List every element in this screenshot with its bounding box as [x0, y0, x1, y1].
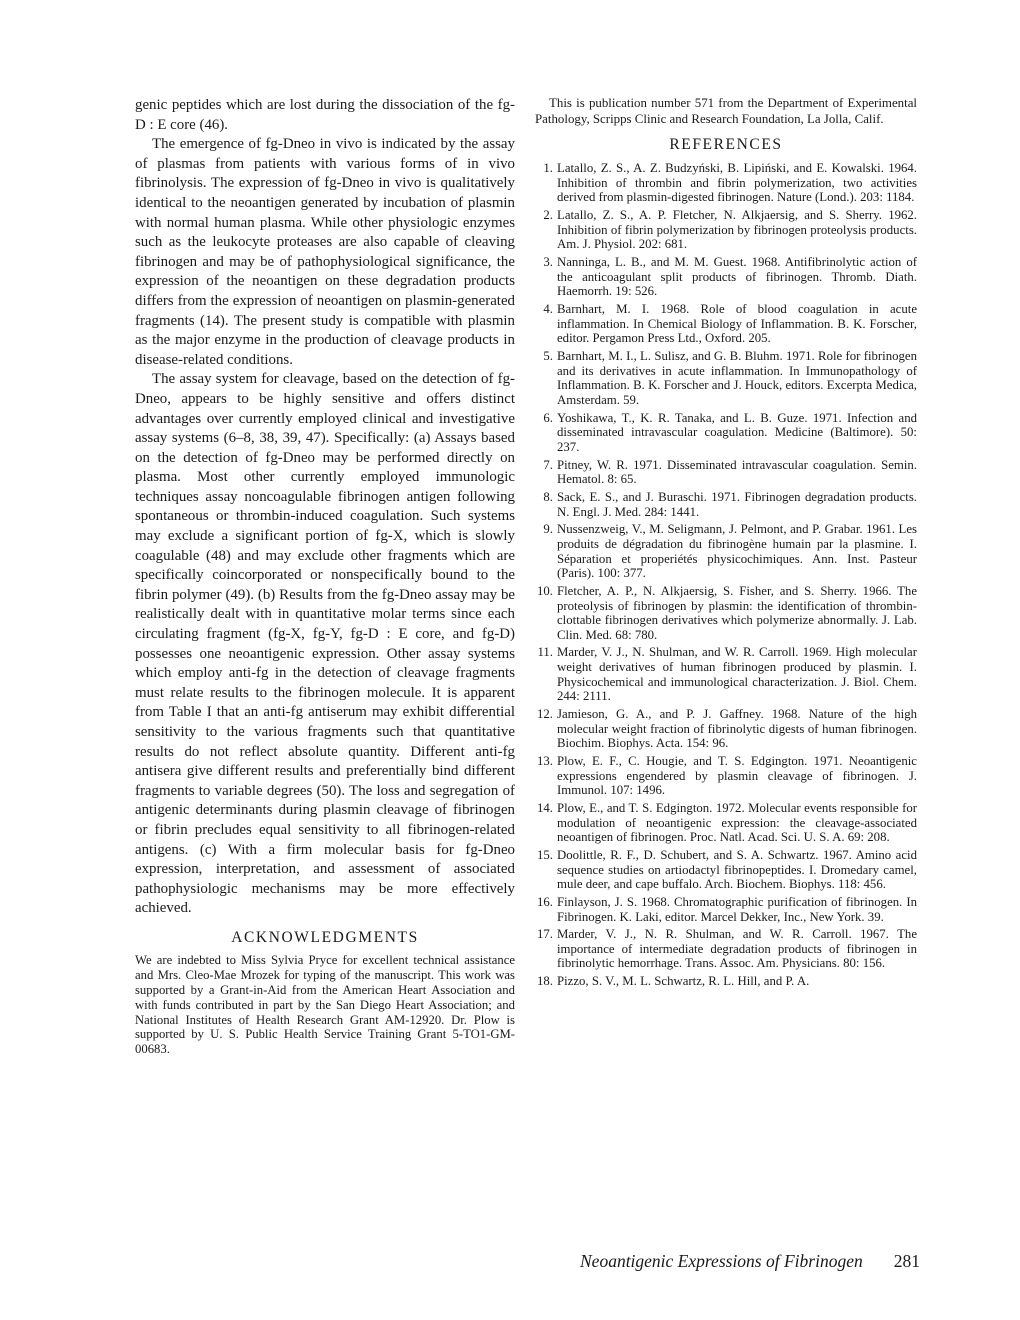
- reference-item: [535, 848, 917, 892]
- reference-number: 3.: [543, 255, 553, 270]
- reference-item: [535, 754, 917, 798]
- reference-number: 9.: [543, 522, 553, 537]
- body-paragraph: The emergence of fg-Dneo in vivo is indicated by the assay of plasmas from patients with various forms of in vivo fibrinolysis. The expression of fg-Dneo in vivo is qualitatively identical to the neoantigen generated by incubation of plasmin with normal human plasma. While other physiologic enzymes such as the leukocyte proteases are also capable of cleaving fibrinogen and may be of pathophysiological significance, the expression of the neoantigen on these degradation products differs from the expression of neoantigen on plasmin-generated fragments (14). The present study is compatible with plasmin as the major enzyme in the production of cleavage products in disease-related conditions.: [135, 136, 515, 368]
- reference-text: Jamieson, G. A., and P. J. Gaffney. 1968. Nature of the high molecular weight fraction of fibrinolytic digests of human fibrinogen. Biochim. Biophys. Acta. 154: 96.: [557, 707, 917, 751]
- reference-number: 13.: [537, 754, 553, 768]
- reference-item: [535, 490, 917, 519]
- references-heading: REFERENCES: [669, 136, 783, 154]
- reference-text: Nussenzweig, V., M. Seligmann, J. Pelmont, and P. Grabar. 1961. Les produits de dégradation du fibrinogène humain par la plasmine. I. Séparation et properiétés physicochimiques. Ann. Inst. Pasteur (Paris). 100: 377.: [557, 522, 917, 581]
- reference-number: 5.: [543, 349, 553, 364]
- reference-item: [535, 645, 917, 703]
- reference-item: [535, 974, 917, 989]
- reference-list: [535, 161, 917, 989]
- reference-number: 4.: [543, 302, 553, 317]
- reference-text: Fletcher, A. P., N. Alkjaersig, S. Fisher, and S. Sherry. 1966. The proteolysis of fibrinogen by plasmin: the identification of thrombin-clottable fibrinogen derivatives which polymerize abnormally. J. Lab. Clin. Med. 68: 780.: [557, 583, 917, 642]
- publication-note: This is publication number 571 from the Department of Experimental Pathology, Scripps Clinic and Research Foundation, La Jolla, Calif.: [535, 96, 917, 126]
- reference-text: Sack, E. S., and J. Buraschi. 1971. Fibrinogen degradation products. N. Engl. J. Med. 284: 1441.: [557, 489, 917, 519]
- reference-item: [535, 801, 917, 845]
- reference-item: [535, 411, 917, 455]
- right-column: [535, 96, 917, 992]
- reference-text: Plow, E. F., C. Hougie, and T. S. Edgington. 1971. Neoantigenic expressions engendered by plasmin cleavage of fibrinogen. J. Immunol. 107: 1496.: [557, 754, 917, 798]
- reference-number: 8.: [543, 489, 553, 504]
- reference-text: Yoshikawa, T., K. R. Tanaka, and L. B. Guze. 1971. Infection and disseminated intravascular coagulation. Medicine (Baltimore). 50: 237.: [557, 410, 917, 454]
- body-paragraph: genic peptides which are lost during the dissociation of the fg-D : E core (46).: [135, 97, 515, 133]
- reference-text: Barnhart, M. I. 1968. Role of blood coagulation in acute inflammation. In Chemical Biology of Inflammation. B. K. Forscher, editor. Pergamon Press Ltd., Oxford. 205.: [557, 302, 917, 346]
- reference-number: 15.: [537, 847, 553, 862]
- reference-item: [535, 161, 917, 205]
- running-title: Neoantigenic Expressions of Fibrinogen: [580, 1251, 863, 1271]
- reference-number: 16.: [537, 894, 553, 909]
- reference-text: Barnhart, M. I., L. Sulisz, and G. B. Bluhm. 1971. Role for fibrinogen and its derivatives in acute inflammation. In Immunopathology of Inflammation. B. K. Forscher and J. Houck, editors. Excerpta Medica, Amsterdam. 59.: [557, 349, 917, 407]
- reference-number: 7.: [543, 457, 553, 472]
- reference-number: 11.: [537, 645, 553, 660]
- reference-text: Latallo, Z. S., A. P. Fletcher, N. Alkjaersig, and S. Sherry. 1962. Inhibition of fibrin polymerization by fibrinogen proteolysis products. Am. J. Physiol. 202: 681.: [557, 208, 917, 252]
- acknowledgments-heading: ACKNOWLEDGMENTS: [231, 928, 419, 946]
- reference-text: Pitney, W. R. 1971. Disseminated intravascular coagulation. Semin. Hematol. 8: 65.: [557, 457, 917, 487]
- reference-number: 1.: [543, 161, 553, 176]
- reference-item: [535, 895, 917, 924]
- reference-text: Marder, V. J., N. Shulman, and W. R. Carroll. 1969. High molecular weight derivatives of human fibrinogen produced by plasmin. I. Physicochemical and immunological characterization. J. Biol. Chem. 244: 2111.: [557, 645, 917, 704]
- acknowledgments-text: We are indebted to Miss Sylvia Pryce for excellent technical assistance and Mrs. Cleo-Mae Mrozek for typing of the manuscript. This work was supported by a Grant-in-Aid from the American Heart Association and with funds contributed in part by the San Diego Heart Association; and National Institutes of Health Research Grant AM-12920. Dr. Plow is supported by U. S. Public Health Service Training Grant 5-TO1-GM-00683.: [135, 952, 515, 1057]
- reference-item: [535, 255, 917, 299]
- reference-item: [535, 349, 917, 407]
- reference-item: [535, 522, 917, 580]
- reference-number: 17.: [537, 927, 553, 942]
- reference-text: Latallo, Z. S., A. Z. Budzyński, B. Lipiński, and E. Kowalski. 1964. Inhibition of thrombin and fibrin polymerization, two activities derived from plasmin-digested fibrinogen. Nature (Lond.). 203: 1184.: [557, 161, 917, 205]
- reference-item: [535, 707, 917, 751]
- reference-number: 14.: [537, 800, 553, 815]
- reference-item: [535, 302, 917, 346]
- reference-item: [535, 927, 917, 971]
- reference-number: 6.: [543, 410, 553, 425]
- reference-number: 10.: [537, 583, 553, 598]
- page-number: 281: [893, 1251, 920, 1271]
- reference-item: [535, 208, 917, 252]
- reference-number: 2.: [543, 208, 553, 223]
- reference-text: Pizzo, S. V., M. L. Schwartz, R. L. Hill, and P. A.: [557, 974, 810, 989]
- reference-text: Doolittle, R. F., D. Schubert, and S. A. Schwartz. 1967. Amino acid sequence studies on artiodactyl fibrinopeptides. I. Dromedary camel, mule deer, and cape buffalo. Arch. Biochem. Biophys. 118: 456.: [557, 847, 917, 892]
- page-footer: [580, 1251, 920, 1272]
- reference-item: [535, 458, 917, 487]
- reference-text: Marder, V. J., N. R. Shulman, and W. R. Carroll. 1967. The importance of intermediate degradation products of fibrinogen in fibrinolytic hemorrhage. Trans. Assoc. Am. Physicians. 80: 156.: [557, 927, 917, 971]
- reference-text: Nanninga, L. B., and M. M. Guest. 1968. Antifibrinolytic action of the anticoagulant split products of fibrinogen. Thromb. Diath. Haemorrh. 19: 526.: [557, 255, 917, 299]
- reference-item: [535, 584, 917, 642]
- reference-number: 18.: [537, 974, 553, 989]
- left-column: [135, 96, 515, 1057]
- reference-number: 12.: [537, 707, 553, 722]
- reference-text: Finlayson, J. S. 1968. Chromatographic purification of fibrinogen. In Fibrinogen. K. Laki, editor. Marcel Dekker, Inc., New York. 39.: [557, 894, 917, 924]
- body-paragraph: The assay system for cleavage, based on the detection of fg-Dneo, appears to be highly sensitive and offers distinct advantages over currently employed clinical and investigative assay systems (6–8, 38, 39, 47). Specifically: (a) Assays based on the detection of fg-Dneo may be performed directly on plasma. Most other currently employed immunologic techniques assay noncoagulable fibrinogen antigen following spontaneous or thrombin-induced coagulation. Such systems may exclude a significant portion of fg-X, which is slowly coagulable (48) and may exclude other fragments which are specifically coincorporated or nonspecifically bound to the fibrin polymer (49). (b) Results from the fg-Dneo assay may be realistically dealt with in quantitative molar terms since each circulating fragment (fg-X, fg-Y, fg-D : E core, and fg-D) possesses one neoantigenic expression. Other assay systems which employ anti-fg in the detection of cleavage fragments must relate results to the fibrinogen molecule. It is apparent from Table I that an anti-fg antiserum may exhibit differential sensitivity to the various fragments such that quantitative results do not reflect absolute quantity. Different anti-fg antisera give different results and preferentially bind different fragments to variable degrees (50). The loss and segregation of antigenic determinants during plasmin cleavage of fibrinogen or fibrin precludes equal sensitivity to all fibrinogen-related antigens. (c) With a firm molecular basis for fg-Dneo expression, interpretation, and assessment of associated pathophysiologic mechanisms may be more effectively achieved.: [135, 371, 515, 917]
- reference-text: Plow, E., and T. S. Edgington. 1972. Molecular events responsible for modulation of neoantigenic expression: the cleavage-associated neoantigen of fibrinogen. Proc. Natl. Acad. Sci. U. S. A. 69: 208.: [557, 800, 917, 845]
